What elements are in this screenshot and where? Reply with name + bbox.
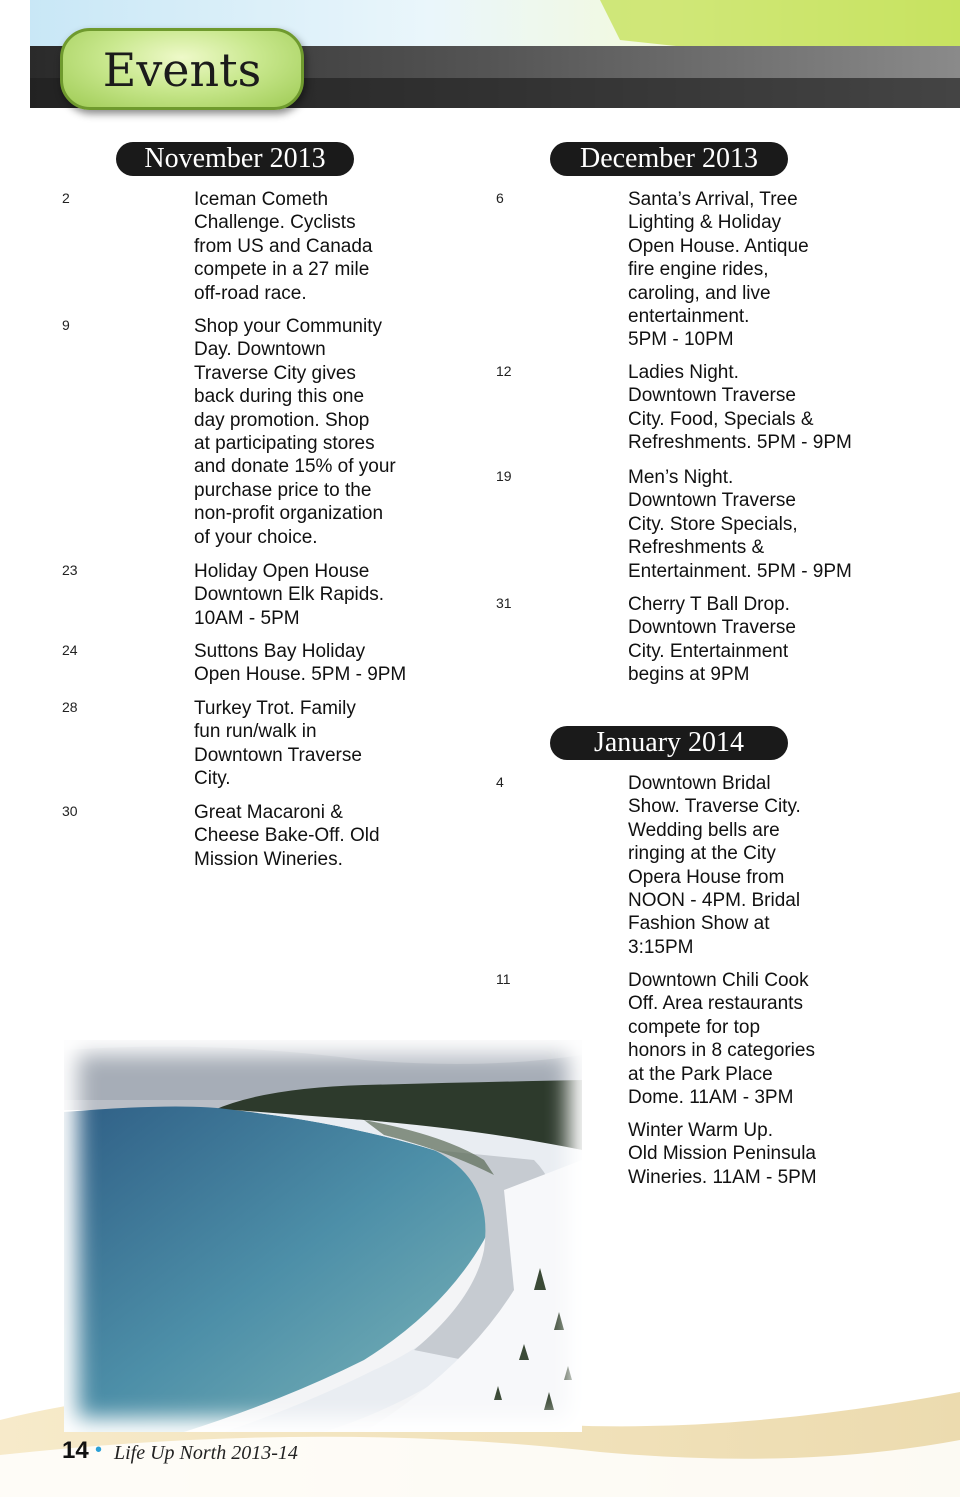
event-description: Winter Warm Up. Old Mission Peninsula Wineries. 11AM - 5PM [628, 1120, 817, 1188]
header-margin [0, 0, 30, 108]
event-day: 19 [496, 468, 512, 484]
event-day: 4 [496, 774, 504, 790]
event-description: Men’s Night. Downtown Traverse City. Store Specials, Refreshments & Entertainment. 5PM - 9PM [628, 467, 852, 582]
event-day: 9 [62, 317, 70, 333]
lakeshore-photo [64, 1040, 582, 1432]
month-header-january: January 2014 [550, 726, 788, 760]
event-day: 2 [62, 190, 70, 206]
event-description: Santa’s Arrival, Tree Lighting & Holiday Open House. Antique fire engine rides, caroling, and live entertainment. 5PM - 10PM [628, 189, 809, 351]
month-header-november: November 2013 [116, 142, 354, 176]
page-title: Events [102, 43, 262, 97]
event-day: 6 [496, 190, 504, 206]
event-day: 31 [496, 595, 512, 611]
event-description: Cherry T Ball Drop. Downtown Traverse City. Entertainment begins at 9PM [628, 594, 796, 686]
events-tab [60, 28, 304, 110]
event-description: Holiday Open House Downtown Elk Rapids. 10AM - 5PM [194, 561, 385, 629]
event-day: 28 [62, 699, 78, 715]
month-header-december: December 2013 [550, 142, 788, 176]
publication-title: Life Up North 2013-14 [114, 1442, 298, 1464]
event-day: 23 [62, 562, 78, 578]
event-description: Downtown Chili Cook Off. Area restaurants compete for top honors in 8 categories at the Park Place Dome. 11AM - 3PM [628, 970, 815, 1109]
event-description: Great Macaroni & Cheese Bake-Off. Old Mission Wineries. [194, 802, 380, 870]
page-number: 14 [62, 1437, 89, 1464]
event-day: 12 [496, 363, 512, 379]
event-description: Shop your Community Day. Downtown Traverse City gives back during this one day promotion. Shop at participating stores and donate 15% of your purchase price to the non-profit organization of your choice. [194, 316, 396, 548]
event-description: Suttons Bay Holiday Open House. 5PM - 9PM [194, 641, 407, 686]
event-day: 11 [496, 971, 511, 987]
event-description: Downtown Bridal Show. Traverse City. Wedding bells are ringing at the City Opera House from NOON - 4PM. Bridal Fashion Show at 3:15PM [628, 773, 801, 958]
event-description: Turkey Trot. Family fun run/walk in Downtown Traverse City. [194, 698, 362, 790]
event-description: Iceman Cometh Challenge. Cyclists from US and Canada compete in a 27 mile off-road race. [194, 189, 373, 304]
event-day: 24 [62, 642, 78, 658]
footer-bullet: • [95, 1439, 103, 1461]
event-description: Ladies Night. Downtown Traverse City. Food, Specials & Refreshments. 5PM - 9PM [628, 362, 852, 454]
event-day: 30 [62, 803, 78, 819]
